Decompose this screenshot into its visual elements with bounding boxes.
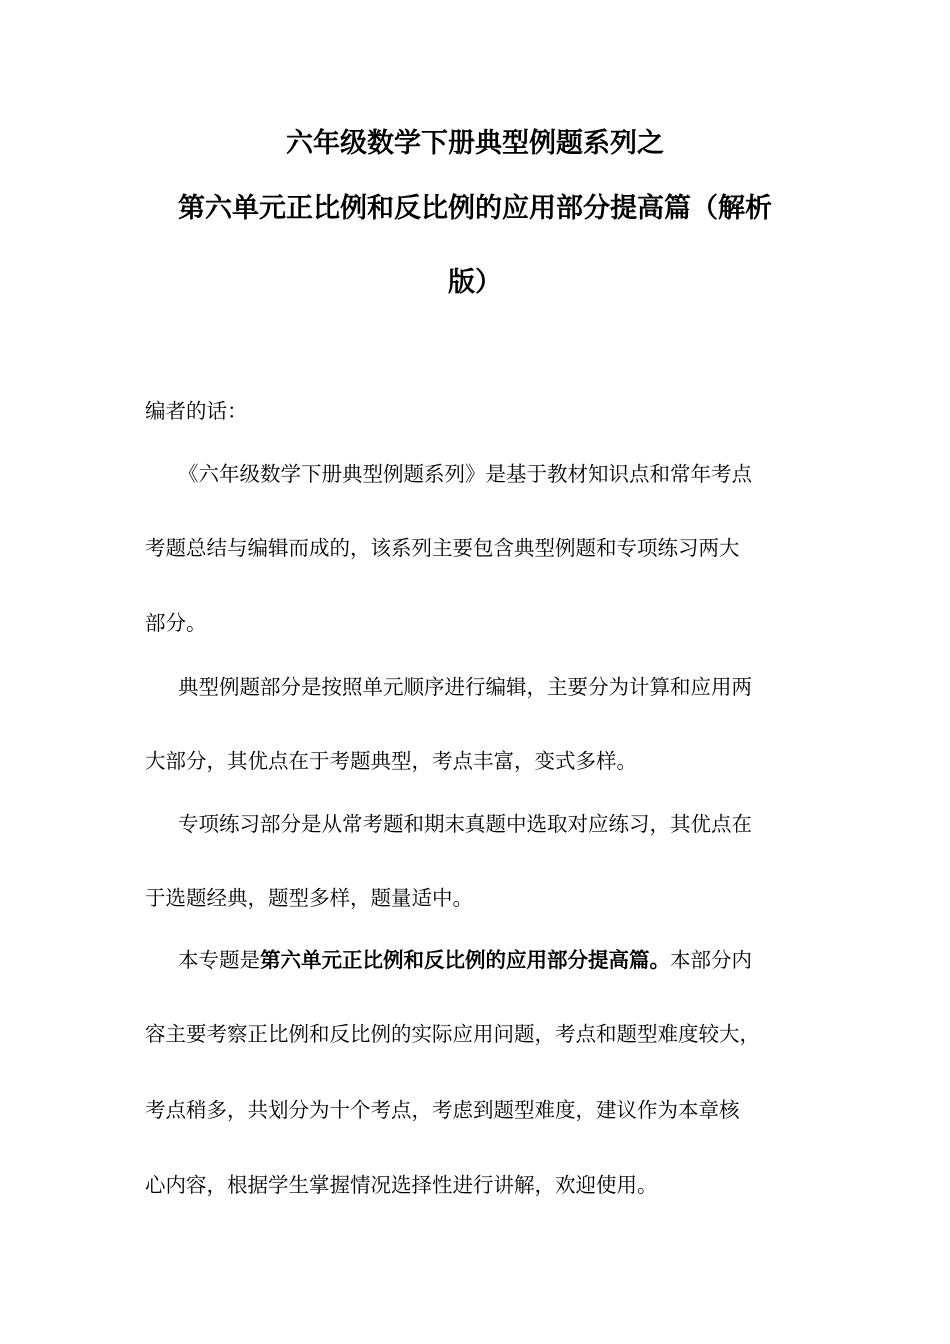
document-title-line-3: 版） [448, 267, 502, 298]
document-title-line-1: 六年级数学下册典型例题系列之 [286, 128, 664, 159]
paragraph-4-line-1 [178, 946, 752, 974]
paragraph-4-line-4: 心内容，根据学生掌握情况选择性进行讲解，欢迎使用。 [145, 1173, 658, 1197]
paragraph-4-suffix: 本部分内 [670, 948, 752, 972]
editor-label: 编者的话： [145, 399, 248, 423]
paragraph-1-line-3: 部分。 [145, 611, 207, 635]
paragraph-1-line-1: 《六年级数学下册典型例题系列》是基于教材知识点和常年考点 [178, 462, 752, 486]
paragraph-4-line-2: 容主要考察正比例和反比例的实际应用问题，考点和题型难度较大， [145, 1022, 760, 1046]
paragraph-3-line-1: 专项练习部分是从常考题和期末真题中选取对应练习，其优点在 [178, 812, 752, 836]
paragraph-1-line-2: 考题总结与编辑而成的，该系列主要包含典型例题和专项练习两大 [145, 536, 740, 560]
paragraph-4-bold-topic: 第六单元正比例和反比例的应用部分提高篇。 [260, 948, 670, 972]
paragraph-4-prefix: 本专题是 [178, 948, 260, 972]
paragraph-3-line-2: 于选题经典，题型多样，题量适中。 [145, 886, 473, 910]
document-title-line-2: 第六单元正比例和反比例的应用部分提高篇（解析 [178, 193, 772, 224]
paragraph-2-line-1: 典型例题部分是按照单元顺序进行编辑，主要分为计算和应用两 [178, 675, 752, 699]
paragraph-2-line-2: 大部分，其优点在于考题典型，考点丰富，变式多样。 [145, 749, 637, 773]
paragraph-4-line-3: 考点稍多，共划分为十个考点，考虑到题型难度，建议作为本章核 [145, 1098, 740, 1122]
